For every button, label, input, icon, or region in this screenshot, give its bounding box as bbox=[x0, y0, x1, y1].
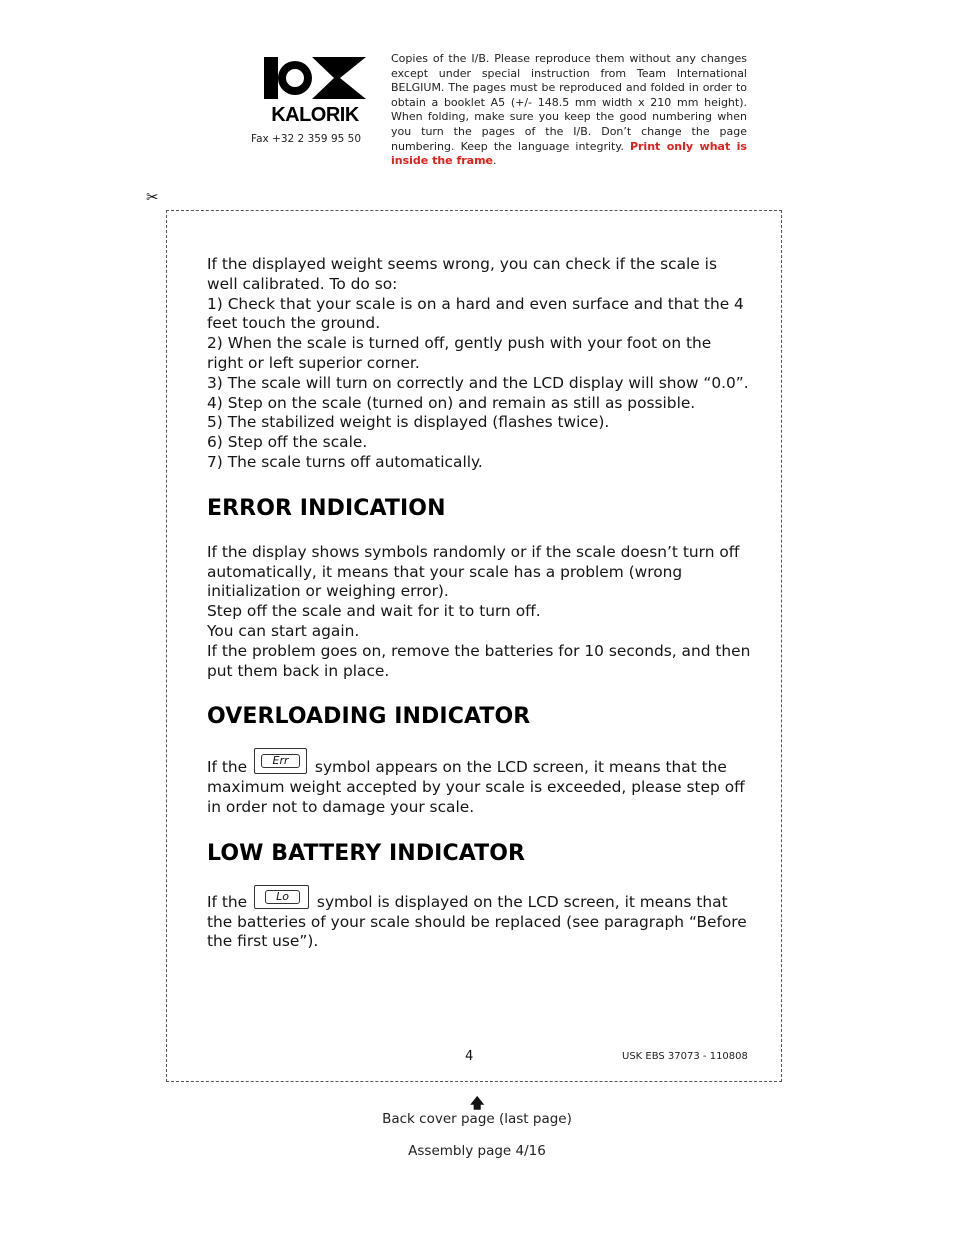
reproduction-notice bbox=[391, 52, 747, 169]
lcd-err-symbol bbox=[254, 748, 307, 774]
error-indication-heading: ERROR INDICATION bbox=[207, 495, 446, 521]
lcd-lo-symbol bbox=[254, 885, 309, 909]
overloading-text bbox=[207, 748, 752, 817]
low-battery-prefix: If the bbox=[207, 892, 248, 911]
calibration-step: 6) Step off the scale. bbox=[207, 433, 368, 452]
fax-number: Fax +32 2 359 95 50 bbox=[251, 133, 362, 145]
low-battery-text bbox=[207, 885, 752, 952]
error-text: Step off the scale and wait for it to turn off. bbox=[207, 602, 541, 621]
scissors-icon: ✂ bbox=[146, 188, 159, 206]
error-text: If the display shows symbols randomly or if the scale doesn’t turn off automatically, it means that your scale has a problem (wrong initialization or weighing error). bbox=[207, 542, 740, 601]
low-battery-description: symbol is displayed on the LCD screen, it means that the batteries of your scale should be replaced (see paragraph “Before the first use”). bbox=[207, 892, 747, 951]
notice-highlight: Print only what is inside the frame bbox=[391, 139, 747, 168]
back-cover-label: Back cover page (last page) bbox=[382, 1111, 572, 1127]
calibration-step: 5) The stabilized weight is displayed (flashes twice). bbox=[207, 413, 610, 432]
page-content bbox=[207, 255, 752, 952]
up-arrow-icon: 🡅 bbox=[470, 1096, 485, 1112]
logo-wordmark: KALORIK bbox=[271, 104, 359, 125]
kalorik-logo bbox=[262, 55, 368, 125]
calibration-step: 7) The scale turns off automatically. bbox=[207, 452, 483, 471]
notice-text: Copies of the I/B. Please reproduce them without any changes except under special instruction from Team International BELGIUM. The pages must be reproduced and folded in order to obtain a booklet A5 (+/- 148.5 mm width x 210 mm height). When folding, make sure you keep the good numbering when you turn the pages of the I/B. Don’t change the page numbering. Keep the language integrity. bbox=[391, 52, 747, 153]
calibration-step: 1) Check that your scale is on a hard and even surface and that the 4 feet touch the ground. bbox=[207, 294, 744, 333]
error-text: If the problem goes on, remove the batteries for 10 seconds, and then put them back in place. bbox=[207, 641, 751, 680]
overloading-description: symbol appears on the LCD screen, it means that the maximum weight accepted by your scale is exceeded, please step off in order not to damage your scale. bbox=[207, 758, 745, 816]
page-number: 4 bbox=[465, 1049, 474, 1064]
calibration-step: 3) The scale will turn on correctly and the LCD display will show “0.0”. bbox=[207, 373, 749, 392]
calibration-step: 2) When the scale is turned off, gently push with your foot on the right or left superior corner. bbox=[207, 334, 712, 372]
lcd-lo-label: Lo bbox=[265, 890, 300, 904]
calibration-step: 4) Step on the scale (turned on) and remain as still as possible. bbox=[207, 393, 696, 412]
overloading-prefix: If the bbox=[207, 758, 248, 777]
overloading-heading: OVERLOADING INDICATOR bbox=[207, 704, 531, 730]
lcd-err-label: Err bbox=[261, 754, 300, 768]
error-text: You can start again. bbox=[207, 621, 360, 640]
notice-end: . bbox=[493, 154, 497, 168]
calibration-intro: If the displayed weight seems wrong, you can check if the scale is well calibrated. To do so: bbox=[207, 255, 717, 293]
assembly-page-label: Assembly page 4/16 bbox=[408, 1143, 546, 1159]
document-reference: USK EBS 37073 - 110808 bbox=[622, 1051, 748, 1062]
low-battery-heading: LOW BATTERY INDICATOR bbox=[207, 840, 526, 866]
